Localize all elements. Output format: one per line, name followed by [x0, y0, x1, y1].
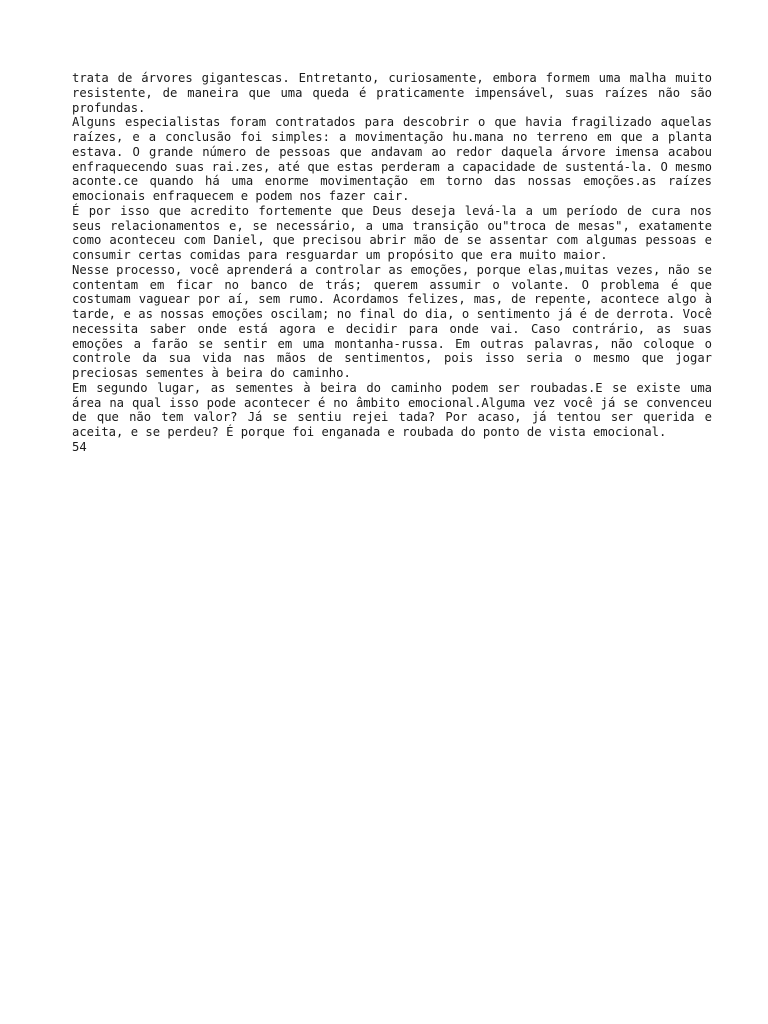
paragraph-5: Em segundo lugar, as sementes à beira do caminho podem ser roubadas.E se existe uma área na qual isso pode acontecer é no âmbito emocional.Alguma vez você já se convenceu de que não tem valor? Já se sentiu rejei tada? Por acaso, já tentou ser querida e aceita, e se perdeu? É porque foi enganada e roubada do ponto de vista emocional. [72, 380, 712, 439]
document-page [72, 71, 712, 455]
paragraph-4: Nesse processo, você aprenderá a controlar as emoções, porque elas,muitas vezes, não se contentam em ficar no banco de trás; querem assumir o volante. O problema é que costumam vaguear por aí, sem rumo. Acordamos felizes, mas, de repente, acontece algo à tarde, e as nossas emoções oscilam; no final do dia, o sentimento já é de derrota. Você necessita saber onde está agora e decidir para onde vai. Caso contrário, as suas emoções a farão se sentir em uma montanha-russa. Em outras palavras, não coloque o controle da sua vida nas mãos de sentimentos, pois isso seria o mesmo que jogar preciosas sementes à beira do caminho. [72, 262, 712, 380]
paragraph-2: Alguns especialistas foram contratados para descobrir o que havia fragilizado aquelas raízes, e a conclusão foi simples: a movimentação hu.mana no terreno em que a planta estava. O grande número de pessoas que andavam ao redor daquela árvore imensa acabou enfraquecendo suas rai.zes, até que estas perderam a capacidade de sustentá-la. O mesmo aconte.ce quando há uma enorme movimentação em torno das nossas emoções.as raízes emocionais enfraquecem e podem nos fazer cair. [72, 115, 712, 203]
page-number: 54 [72, 439, 87, 454]
paragraph-3: É por isso que acredito fortemente que Deus deseja levá-la a um período de cura nos seus relacionamentos e, se necessário, a uma transição ou"troca de mesas", exatamente como aconteceu com Daniel, que precisou abrir mão de se assentar com algumas pessoas e consumir certas comidas para resguardar um propósito que era muito maior. [72, 203, 712, 262]
paragraph-1: trata de árvores gigantescas. Entretanto, curiosamente, embora formem uma malha muito resistente, de maneira que uma queda é praticamente impensável, suas raízes não são profundas. [72, 71, 712, 115]
